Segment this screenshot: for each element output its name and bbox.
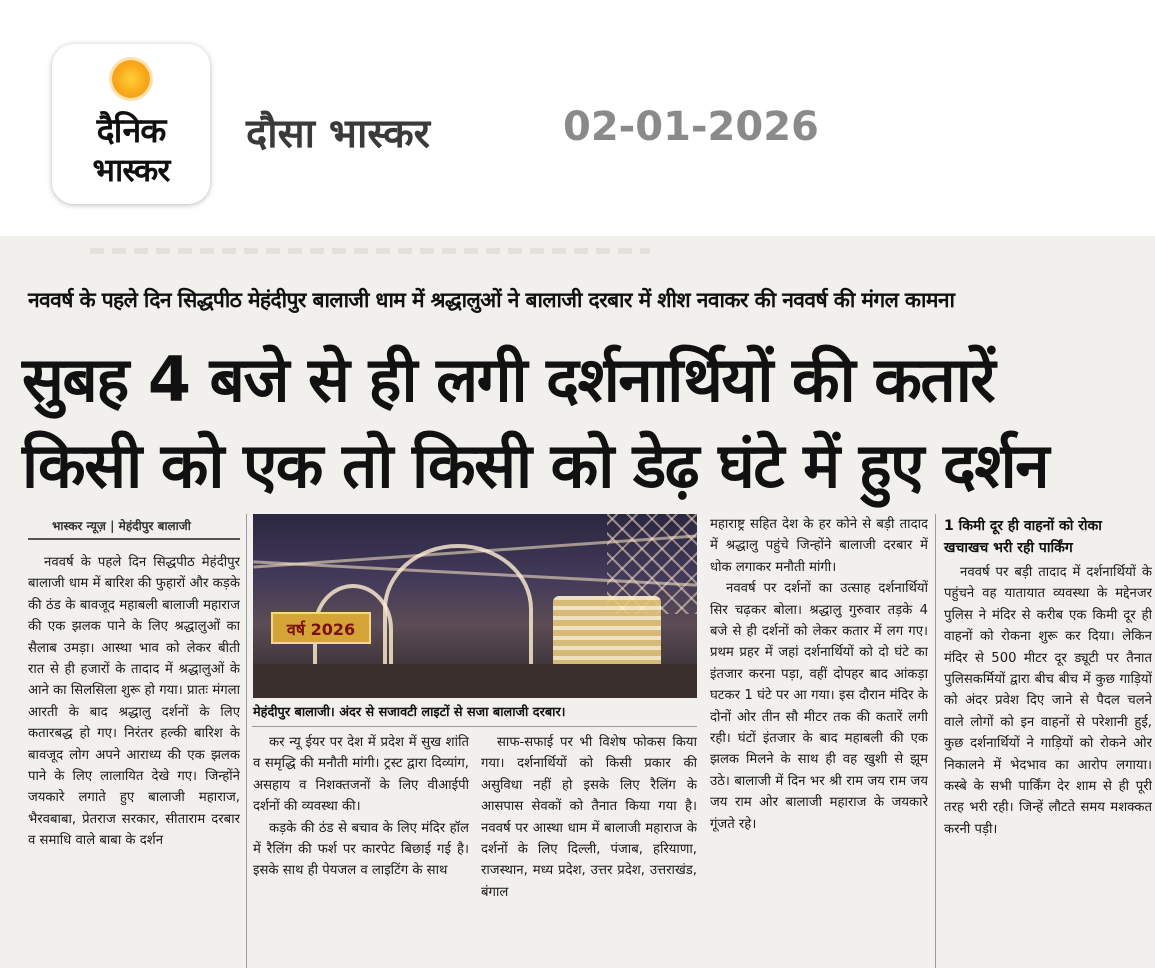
- column-4-text-b: नववर्ष पर दर्शनों का उत्साह दर्शनार्थियों सिर चढ़कर बोला। श्रद्धालु गुरुवार तड़के 4 बजे से ही दर्शनों को लेकर कतार में लग गए। प्रथम प्रहर में जहां दर्शनार्थियों को दो घंटे का इंतजार करना पड़ा, वहीं दोपहर बाद आंकड़ा घटकर 1 घंटे पर आ गया। इस दौरान मंदिर के दोनों ओर तीन सौ मीटर तक की कतारें लगी रही। घंटों इंतजार के बाद महाबली की एक झलक मिलने के साथ ही वह खुशी से झूम उठे। बालाजी में दिन भर श्री राम जय राम जय जय राम ओर बालाजी महाराज के जयकारे गूंजते रहे।: [710, 581, 928, 832]
- article-column-4: [710, 514, 928, 968]
- faint-text-strip: [90, 248, 650, 254]
- dainik-bhaskar-logo[interactable]: [52, 44, 210, 204]
- column-4-text-a: महाराष्ट्र सहित देश के हर कोने से बड़ी तादाद में श्रद्धालु पहुंचे जिन्होंने बालाजी दरबार में धोक लगाकर मनौती मांगी।: [710, 517, 928, 575]
- column-2-text-b: कड़के की ठंड से बचाव के लिए मंदिर हॉल में रैलिंग की फर्श पर कारपेट बिछाई गई है। इसके साथ ही पेयजल व लाइटिंग के साथ: [253, 820, 469, 879]
- byline-rule: [28, 538, 240, 540]
- logo-text-line1: दैनिक: [96, 111, 166, 151]
- article-kicker: नववर्ष के पहले दिन सिद्धपीठ मेहंदीपुर बालाजी धाम में श्रद्धालुओं ने बालाजी दरबार में शीश नवाकर की नववर्ष की मंगल कामना: [28, 288, 955, 312]
- column-divider: [246, 514, 247, 968]
- new-year-sign: वर्ष 2026: [271, 612, 371, 644]
- sidebar-heading-2: खचाखच भरी रही पार्किंग: [944, 540, 1073, 556]
- column-3-text: साफ-सफाई पर भी विशेष फोकस किया गया। दर्शनार्थियों को किसी प्रकार की असुविधा नहीं हो इसके लिए रैलिंग के आसपास सेवकों को तैनात किया गया है। नववर्ष पर आस्था धाम में बालाजी महाराज के दर्शनों के लिए दिल्ली, पंजाब, हरियाणा, राजस्थान, मध्य प्रदेश, उत्तर प्रदेश, उत्तराखंड, बंगाल: [481, 735, 697, 900]
- caption-rule: [252, 726, 697, 727]
- byline: भास्कर न्यूज़ | मेहंदीपुर बालाजी: [52, 519, 191, 533]
- photo-caption: मेहंदीपुर बालाजी। अंदर से सजावटी लाइटों से सजा बालाजी दरबार।: [253, 705, 566, 720]
- sidebar-heading-1: 1 किमी दूर ही वाहनों को रोका: [944, 518, 1102, 534]
- article-column-3: [481, 732, 697, 968]
- column-2-text: कर न्यू ईयर पर देश में प्रदेश में सुख शांति व समृद्धि की मनौती मांगी। ट्रस्ट द्वारा दिव्यांग, असहाय व निशक्तजनों के लिए वीआईपी दर्शनों की व्यवस्था की।: [253, 735, 469, 815]
- app-header: [0, 0, 1155, 225]
- sun-icon: [112, 60, 150, 98]
- article-column-5: [944, 562, 1152, 968]
- logo-text-line2: भास्कर: [92, 151, 170, 189]
- edition-title: दौसा भास्कर: [246, 111, 431, 157]
- edition-date: 02-01-2026: [563, 104, 819, 150]
- headline-line-1: सुबह 4 बजे से ही लगी दर्शनार्थियों की कतारें: [22, 343, 995, 416]
- article-column-1: [28, 552, 240, 968]
- newspaper-clipping[interactable]: [0, 236, 1155, 968]
- column-divider: [935, 514, 936, 968]
- article-photo[interactable]: [253, 514, 697, 698]
- headline-line-2: किसी को एक तो किसी को डेढ़ घंटे में हुए दर्शन: [22, 429, 1049, 502]
- column-5-text: नववर्ष पर बड़ी तादाद में दर्शनार्थियों के पहुंचने वह यातायात व्यवस्था के मद्देनजर पुलिस ने मंदिर से करीब एक किमी दूर ही वाहनों को रोकना शुरू कर दिया। लेकिन मंदिर से 500 मीटर दूर ड्यूटी पर तैनात पुलिसकर्मियों द्वारा बीच बीच में कुछ गाड़ियों को अंदर प्रवेश दिए जाने से पैदल चलने वाले लोगों को इन वाहनों से परेशानी हुई, कुछ दर्शनार्थियों ने गाड़ियों को रोकने ओर निकालने में भेदभाव का आरोप लगाया। कस्बे के सभी पार्किंग देर शाम से ही पूरी तरह भरी रही। जिन्हें लौटते समय मशक्कत करनी पड़ी।: [944, 565, 1152, 837]
- decorated-arch: [383, 544, 533, 674]
- article-column-2: [253, 732, 469, 968]
- column-1-text: नववर्ष के पहले दिन सिद्धपीठ मेहंदीपुर बालाजी धाम में बारिश की फुहारों और कड़के की ठंड के बावजूद महाबली बालाजी महाराज की एक झलक पाने के लिए श्रद्धालुओं का सैलाब उमड़ा। आस्था भाव को लेकर बीती रात से ही हजारों के तादाद में श्रद्धालुओं के आने का सिलसिला शुरू हो गया। प्रातः मंगला आरती के बाद श्रद्धालु दर्शनों के लिए कतारबद्ध हो गए। निरंतर हल्की बारिश के बावजूद लोग अपने आराध्य की एक झलक पाने के लिए लालायित देखे गए। जिन्होंने जयकारे लगाते हुए बालाजी महाराज, भैरवबाबा, प्रेतराज सरकार, सीताराम दरबार व समाधि वाले बाबा के दर्शन: [28, 555, 240, 849]
- photo-floor: [253, 664, 697, 698]
